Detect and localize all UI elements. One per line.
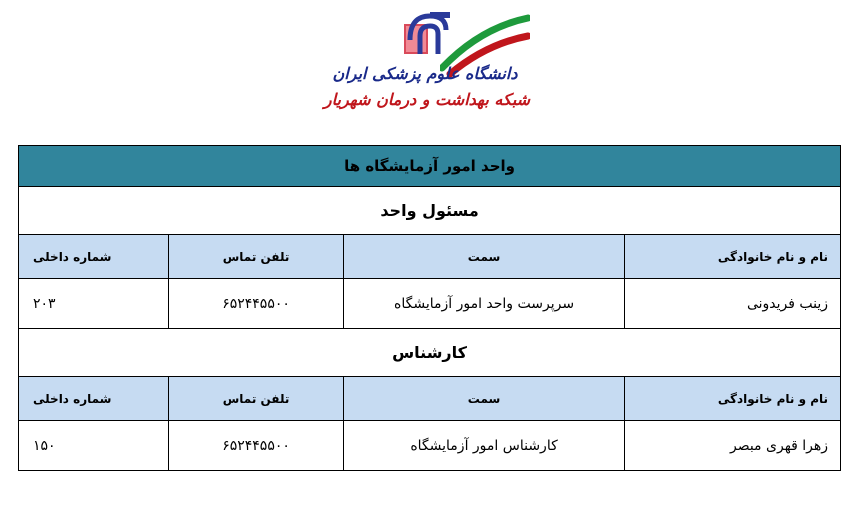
cell-position: کارشناس امور آزمایشگاه: [344, 421, 625, 471]
column-header-row: [19, 377, 841, 421]
cell-extension: ۱۵۰: [19, 421, 169, 471]
table-title: واحد امور آزمایشگاه ها: [19, 146, 841, 187]
table-row: [19, 421, 841, 471]
col-header-position: سمت: [344, 235, 625, 279]
section-heading-supervisor: مسئول واحد: [19, 187, 841, 235]
logo-university-name: دانشگاه علوم پزشکی ایران: [332, 64, 518, 83]
col-header-phone: تلفن تماس: [169, 235, 344, 279]
logo-network-name: شبکه بهداشت و درمان شهریار: [323, 90, 531, 109]
col-header-phone: تلفن تماس: [169, 377, 344, 421]
cell-extension: ۲۰۳: [19, 279, 169, 329]
cell-name: زهرا قهری مبصر: [625, 421, 841, 471]
column-header-row: [19, 235, 841, 279]
col-header-extension: شماره داخلی: [19, 235, 169, 279]
section-heading-row: [19, 329, 841, 377]
table-row: [19, 279, 841, 329]
table-title-row: [19, 146, 841, 187]
col-header-name: نام و نام خانوادگی: [625, 235, 841, 279]
cell-position: سرپرست واحد امور آزمایشگاه: [344, 279, 625, 329]
col-header-name: نام و نام خانوادگی: [625, 377, 841, 421]
cell-name: زینب فریدونی: [625, 279, 841, 329]
staff-table: [18, 145, 841, 471]
col-header-extension: شماره داخلی: [19, 377, 169, 421]
section-heading-row: [19, 187, 841, 235]
university-logo: [320, 8, 550, 126]
section-heading-expert: کارشناس: [19, 329, 841, 377]
cell-phone: ۶۵۲۴۴۵۵۰۰: [169, 421, 344, 471]
cell-phone: ۶۵۲۴۴۵۵۰۰: [169, 279, 344, 329]
col-header-position: سمت: [344, 377, 625, 421]
